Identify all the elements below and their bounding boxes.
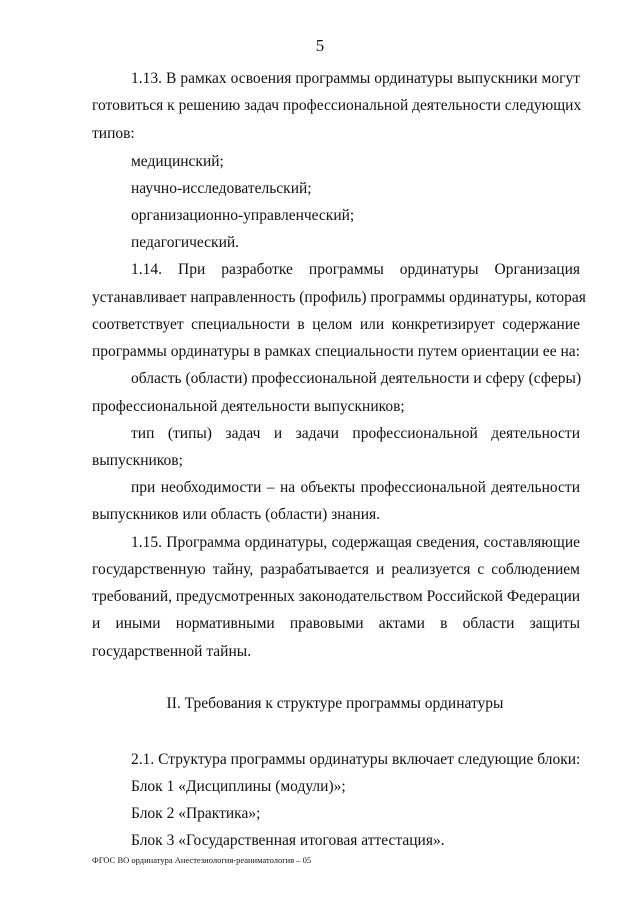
block-item: Блок 2 «Практика»; [131, 805, 261, 822]
orientation-3-line-2: выпускников или область (области) знания. [92, 506, 381, 523]
list-item: педагогический. [131, 234, 240, 251]
orientation-2-line-1: тип (типы) задач и задачи профессиональной деятельности [131, 425, 580, 442]
para-1-13-line-3: типов: [92, 125, 135, 142]
para-1-15-line-1: 1.15. Программа ординатуры, содержащая сведения, составляющие [131, 534, 580, 551]
para-1-15-line-3: требований, предусмотренных законодательством Российской Федерации [92, 588, 581, 605]
list-item: организационно-управленческий; [131, 207, 355, 224]
para-1-13-line-1: 1.13. В рамках освоения программы ординатуры выпускники могут [131, 70, 580, 87]
orientation-1-line-1: область (области) профессиональной деятельности и сферу (сферы) [131, 370, 582, 387]
para-1-15-line-5: государственной тайны. [92, 643, 252, 660]
section-heading: II. Требования к структуре программы ординатуры [166, 695, 504, 712]
block-item: Блок 1 «Дисциплины (модули)»; [131, 778, 346, 795]
document-footer: ФГОС ВО ординатура Анестезиология-реаниматология – 05 [92, 855, 312, 865]
para-1-14-line-1: 1.14. При разработке программы ординатуры Организация [131, 261, 580, 278]
para-1-14-line-4: программы ординатуры в рамках специальности путем ориентации ее на: [92, 343, 580, 360]
para-2-1: 2.1. Структура программы ординатуры включает следующие блоки: [131, 751, 581, 768]
orientation-3-line-1: при необходимости – на объекты профессиональной деятельности [131, 479, 580, 496]
para-1-15-line-2: государственную тайну, разрабатывается и реализуется с соблюдением [92, 561, 580, 578]
page-number: 5 [315, 36, 325, 55]
para-1-14-line-2: устанавливает направленность (профиль) программы ординатуры, которая [92, 289, 586, 306]
list-item: медицинский; [131, 153, 224, 170]
orientation-1-line-2: профессиональной деятельности выпускников; [92, 398, 405, 415]
block-item: Блок 3 «Государственная итоговая аттестация». [131, 832, 445, 849]
list-item: научно-исследовательский; [131, 180, 312, 197]
para-1-15-line-4: и иными нормативными правовыми актами в области защиты [92, 615, 580, 632]
para-1-14-line-3: соответствует специальности в целом или конкретизирует содержание [92, 316, 580, 333]
para-1-13-line-2: готовиться к решению задач профессиональной деятельности следующих [92, 97, 582, 114]
orientation-2-line-2: выпускников; [92, 452, 183, 469]
